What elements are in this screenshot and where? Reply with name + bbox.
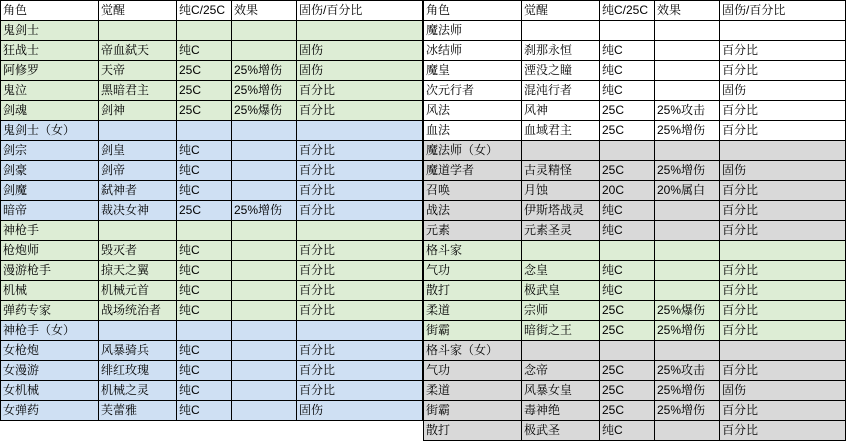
damage-type-cell (720, 141, 846, 161)
buff-type-cell: 纯C (600, 41, 655, 61)
right-table (423, 0, 846, 441)
table-row (1, 61, 423, 81)
table-header-row (424, 1, 846, 21)
role-cell: 风法 (424, 101, 522, 121)
effect-cell: 25%增伤 (655, 321, 720, 341)
table-row (424, 181, 846, 201)
role-cell: 冰结师 (424, 41, 522, 61)
effect-cell (232, 241, 297, 261)
awakening-cell: 剑神 (99, 101, 177, 121)
buff-type-cell: 25C (177, 81, 232, 101)
awakening-cell: 剑皇 (99, 141, 177, 161)
buff-type-cell: 25C (600, 161, 655, 181)
category-row (424, 241, 846, 261)
damage-type-cell: 百分比 (297, 81, 423, 101)
category-label: 格斗家（女） (424, 341, 522, 361)
role-cell: 魔道学者 (424, 161, 522, 181)
effect-cell (655, 221, 720, 241)
effect-cell: 25%爆伤 (655, 301, 720, 321)
buff-type-cell: 纯C (600, 221, 655, 241)
role-cell: 剑魂 (1, 101, 99, 121)
table-row (424, 121, 846, 141)
table-row (1, 281, 423, 301)
category-label: 格斗家 (424, 241, 522, 261)
awakening-cell: 弑神者 (99, 181, 177, 201)
effect-cell: 25%增伤 (655, 381, 720, 401)
effect-cell (655, 81, 720, 101)
awakening-cell (99, 121, 177, 141)
role-cell: 战法 (424, 201, 522, 221)
buff-type-cell: 纯C (177, 301, 232, 321)
effect-cell: 25%增伤 (232, 201, 297, 221)
category-label: 鬼剑士（女） (1, 121, 99, 141)
buff-type-cell (177, 21, 232, 41)
damage-type-cell: 百分比 (297, 181, 423, 201)
buff-type-cell: 纯C (600, 421, 655, 441)
category-label: 魔法师 (424, 21, 522, 41)
damage-type-cell: 百分比 (297, 281, 423, 301)
column-header-effect-cell: 效果 (655, 1, 720, 21)
buff-type-cell: 纯C (600, 61, 655, 81)
role-cell: 血法 (424, 121, 522, 141)
damage-type-cell: 百分比 (720, 181, 846, 201)
column-header-damage-type-cell: 固伤/百分比 (720, 1, 846, 21)
table-row (1, 161, 423, 181)
awakening-cell: 天帝 (99, 61, 177, 81)
awakening-cell (522, 141, 600, 161)
buff-type-cell: 25C (600, 381, 655, 401)
buff-type-cell (600, 141, 655, 161)
damage-type-cell (720, 21, 846, 41)
table-row (1, 81, 423, 101)
damage-type-cell: 百分比 (720, 401, 846, 421)
table-row (1, 341, 423, 361)
buff-type-cell (177, 321, 232, 341)
awakening-cell: 机械之灵 (99, 381, 177, 401)
buff-type-cell: 25C (600, 301, 655, 321)
table-row (1, 361, 423, 381)
awakening-cell (522, 341, 600, 361)
effect-cell: 25%增伤 (655, 121, 720, 141)
role-cell: 女弹药 (1, 401, 99, 421)
effect-cell: 25%攻击 (655, 101, 720, 121)
category-label: 神枪手（女） (1, 321, 99, 341)
damage-type-cell: 百分比 (720, 61, 846, 81)
effect-cell: 25%增伤 (655, 161, 720, 181)
awakening-cell: 极武圣 (522, 421, 600, 441)
effect-cell (232, 321, 297, 341)
effect-cell (232, 121, 297, 141)
awakening-cell: 战场统治者 (99, 301, 177, 321)
table-row (1, 301, 423, 321)
awakening-cell (522, 21, 600, 41)
damage-type-cell: 百分比 (297, 261, 423, 281)
buff-type-cell: 纯C (177, 281, 232, 301)
awakening-cell: 混沌行者 (522, 81, 600, 101)
table-row (424, 401, 846, 421)
role-cell: 机械 (1, 281, 99, 301)
role-cell: 魔皇 (424, 61, 522, 81)
table-row (424, 161, 846, 181)
role-cell: 鬼泣 (1, 81, 99, 101)
effect-cell (655, 261, 720, 281)
effect-cell (232, 341, 297, 361)
damage-type-cell (720, 241, 846, 261)
damage-type-cell: 百分比 (297, 361, 423, 381)
damage-type-cell: 固伤 (297, 61, 423, 81)
buff-type-cell: 25C (600, 321, 655, 341)
damage-type-cell: 百分比 (720, 361, 846, 381)
category-row (1, 221, 423, 241)
category-row (1, 121, 423, 141)
table-row (1, 381, 423, 401)
role-cell: 元素 (424, 221, 522, 241)
category-row (424, 341, 846, 361)
awakening-cell (522, 241, 600, 261)
damage-type-cell: 百分比 (297, 101, 423, 121)
awakening-cell (99, 221, 177, 241)
damage-type-cell: 百分比 (720, 281, 846, 301)
category-row (424, 141, 846, 161)
awakening-cell: 古灵精怪 (522, 161, 600, 181)
role-cell: 街霸 (424, 401, 522, 421)
buff-type-cell: 25C (600, 401, 655, 421)
role-cell: 女枪炮 (1, 341, 99, 361)
column-header-awakening-cell: 觉醒 (522, 1, 600, 21)
table-header-row (1, 1, 423, 21)
awakening-cell: 风暴骑兵 (99, 341, 177, 361)
table-row (424, 321, 846, 341)
role-cell: 剑宗 (1, 141, 99, 161)
effect-cell: 25%增伤 (655, 401, 720, 421)
buff-type-cell: 纯C (600, 261, 655, 281)
effect-cell: 25%增伤 (232, 61, 297, 81)
damage-type-cell (297, 221, 423, 241)
effect-cell: 25%攻击 (655, 361, 720, 381)
table-row (424, 101, 846, 121)
buff-type-cell (177, 221, 232, 241)
role-cell: 街霸 (424, 321, 522, 341)
buff-type-cell: 纯C (177, 261, 232, 281)
table-row (1, 41, 423, 61)
role-cell: 召唤 (424, 181, 522, 201)
effect-cell: 25%增伤 (232, 81, 297, 101)
awakening-cell: 剑帝 (99, 161, 177, 181)
buff-type-cell: 纯C (177, 41, 232, 61)
awakening-cell: 风神 (522, 101, 600, 121)
buff-type-cell: 纯C (600, 81, 655, 101)
effect-cell (232, 21, 297, 41)
table-row (424, 381, 846, 401)
table-row (424, 61, 846, 81)
damage-type-cell: 固伤 (720, 381, 846, 401)
column-header-effect-cell: 效果 (232, 1, 297, 21)
awakening-cell: 黑暗君主 (99, 81, 177, 101)
awakening-cell: 刹那永恒 (522, 41, 600, 61)
effect-cell (655, 201, 720, 221)
awakening-cell: 绯红玫瑰 (99, 361, 177, 381)
damage-type-cell: 百分比 (297, 341, 423, 361)
effect-cell (232, 281, 297, 301)
table-row (1, 101, 423, 121)
damage-type-cell: 百分比 (297, 201, 423, 221)
role-cell: 次元行者 (424, 81, 522, 101)
buff-type-cell: 纯C (177, 161, 232, 181)
role-cell: 阿修罗 (1, 61, 99, 81)
role-cell: 弹药专家 (1, 301, 99, 321)
role-cell: 散打 (424, 421, 522, 441)
category-label: 魔法师（女） (424, 141, 522, 161)
effect-cell (232, 41, 297, 61)
buff-type-cell: 纯C (600, 201, 655, 221)
column-header-buff-type-cell: 纯C/25C (177, 1, 232, 21)
damage-type-cell: 百分比 (720, 101, 846, 121)
awakening-cell: 机械元首 (99, 281, 177, 301)
table-row (424, 261, 846, 281)
left-table-body (1, 1, 423, 421)
damage-type-cell: 固伤 (720, 81, 846, 101)
effect-cell (655, 41, 720, 61)
damage-type-cell: 百分比 (297, 141, 423, 161)
role-cell: 散打 (424, 281, 522, 301)
awakening-cell: 芙蕾雅 (99, 401, 177, 421)
column-header-role-cell: 角色 (1, 1, 99, 21)
buff-type-cell (600, 21, 655, 41)
buff-type-cell: 纯C (177, 181, 232, 201)
awakening-cell: 念帝 (522, 361, 600, 381)
effect-cell (232, 161, 297, 181)
left-table (0, 0, 423, 421)
effect-cell (232, 401, 297, 421)
buff-type-cell (600, 241, 655, 261)
damage-type-cell: 百分比 (720, 421, 846, 441)
awakening-cell: 风暴女皇 (522, 381, 600, 401)
awakening-cell: 湮没之瞳 (522, 61, 600, 81)
buff-type-cell: 25C (177, 101, 232, 121)
buff-type-cell: 纯C (177, 141, 232, 161)
column-header-awakening-cell: 觉醒 (99, 1, 177, 21)
table-row (424, 361, 846, 381)
damage-type-cell: 百分比 (720, 321, 846, 341)
buff-type-cell: 25C (177, 201, 232, 221)
effect-cell (232, 221, 297, 241)
table-row (424, 201, 846, 221)
effect-cell (655, 21, 720, 41)
damage-type-cell: 百分比 (720, 221, 846, 241)
awakening-cell: 毁灭者 (99, 241, 177, 261)
effect-cell (232, 381, 297, 401)
buff-type-cell: 25C (600, 361, 655, 381)
buff-type-cell: 25C (600, 101, 655, 121)
buff-type-cell: 纯C (177, 341, 232, 361)
table-row (424, 421, 846, 441)
awakening-cell (99, 321, 177, 341)
role-cell: 剑魔 (1, 181, 99, 201)
buff-type-cell: 纯C (177, 401, 232, 421)
role-cell: 狂战士 (1, 41, 99, 61)
damage-type-cell: 百分比 (720, 41, 846, 61)
effect-cell (232, 261, 297, 281)
table-row (1, 201, 423, 221)
damage-type-cell (720, 341, 846, 361)
awakening-cell: 掠天之翼 (99, 261, 177, 281)
awakening-cell: 月蚀 (522, 181, 600, 201)
role-cell: 漫游枪手 (1, 261, 99, 281)
effect-cell: 20%属白 (655, 181, 720, 201)
awakening-cell: 裁决女神 (99, 201, 177, 221)
damage-type-cell: 百分比 (297, 241, 423, 261)
table-row (424, 301, 846, 321)
damage-type-cell (297, 21, 423, 41)
role-cell: 枪炮师 (1, 241, 99, 261)
awakening-cell: 极武皇 (522, 281, 600, 301)
damage-type-cell: 百分比 (720, 201, 846, 221)
effect-cell (232, 181, 297, 201)
role-cell: 柔道 (424, 301, 522, 321)
role-cell: 女漫游 (1, 361, 99, 381)
category-label: 神枪手 (1, 221, 99, 241)
awakening-cell: 血域君主 (522, 121, 600, 141)
column-header-role-cell: 角色 (424, 1, 522, 21)
effect-cell (655, 341, 720, 361)
awakening-cell (99, 21, 177, 41)
table-row (1, 401, 423, 421)
right-table-body (424, 1, 846, 441)
effect-cell (655, 421, 720, 441)
damage-type-cell (297, 121, 423, 141)
column-header-damage-type-cell: 固伤/百分比 (297, 1, 423, 21)
role-cell: 剑豪 (1, 161, 99, 181)
role-cell: 柔道 (424, 381, 522, 401)
awakening-cell: 毒神绝 (522, 401, 600, 421)
damage-type-cell: 固伤 (297, 41, 423, 61)
effect-cell (232, 361, 297, 381)
table-row (1, 241, 423, 261)
role-cell: 气功 (424, 361, 522, 381)
buff-type-cell: 纯C (177, 361, 232, 381)
damage-type-cell: 固伤 (297, 401, 423, 421)
category-label: 鬼剑士 (1, 21, 99, 41)
table-row (1, 261, 423, 281)
buff-type-cell: 纯C (177, 241, 232, 261)
damage-type-cell: 百分比 (720, 121, 846, 141)
table-row (1, 181, 423, 201)
buff-type-cell: 25C (177, 61, 232, 81)
role-cell: 女机械 (1, 381, 99, 401)
buff-type-cell: 20C (600, 181, 655, 201)
effect-cell (655, 281, 720, 301)
category-row (424, 21, 846, 41)
damage-type-cell: 百分比 (720, 301, 846, 321)
table-row (424, 41, 846, 61)
awakening-cell: 暗街之王 (522, 321, 600, 341)
column-header-buff-type-cell: 纯C/25C (600, 1, 655, 21)
awakening-cell: 念皇 (522, 261, 600, 281)
effect-cell (232, 301, 297, 321)
role-cell: 气功 (424, 261, 522, 281)
category-row (1, 21, 423, 41)
buff-type-cell: 25C (600, 121, 655, 141)
category-row (1, 321, 423, 341)
effect-cell: 25%爆伤 (232, 101, 297, 121)
effect-cell (655, 241, 720, 261)
effect-cell (655, 141, 720, 161)
effect-cell (232, 141, 297, 161)
damage-type-cell: 固伤 (720, 161, 846, 181)
role-cell: 暗帝 (1, 201, 99, 221)
awakening-cell: 帝血弑天 (99, 41, 177, 61)
damage-type-cell: 百分比 (720, 261, 846, 281)
buff-type-cell (600, 341, 655, 361)
awakening-cell: 宗师 (522, 301, 600, 321)
awakening-cell: 伊斯塔战灵 (522, 201, 600, 221)
damage-type-cell (297, 321, 423, 341)
table-row (424, 221, 846, 241)
awakening-cell: 元素圣灵 (522, 221, 600, 241)
buff-type-cell: 纯C (600, 281, 655, 301)
damage-type-cell: 百分比 (297, 161, 423, 181)
effect-cell (655, 61, 720, 81)
table-row (424, 281, 846, 301)
damage-type-cell: 百分比 (297, 301, 423, 321)
damage-type-cell: 百分比 (297, 381, 423, 401)
buff-type-cell: 纯C (177, 381, 232, 401)
table-row (424, 81, 846, 101)
buff-type-cell (177, 121, 232, 141)
table-row (1, 141, 423, 161)
